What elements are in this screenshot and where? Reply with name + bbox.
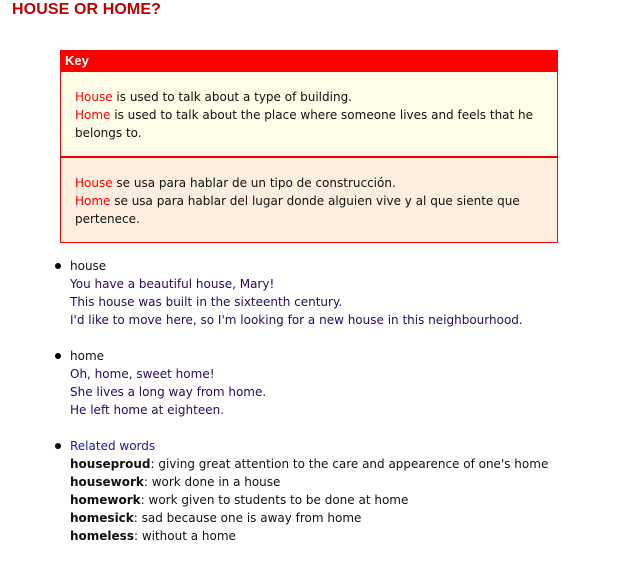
related-word [70,509,612,527]
related-word [70,527,612,545]
entry-related-words [52,437,612,545]
key-term: House [75,176,113,190]
key-line-house [75,88,543,106]
related-word [70,473,612,491]
key-text: is used to talk about a type of building. [112,90,352,104]
example-sentence: She lives a long way from home. [70,385,267,399]
related-term: homeless [70,529,134,543]
key-line-house [75,174,543,192]
key-box [60,50,558,243]
entry-house [52,257,612,329]
related-term: houseproud [70,457,151,471]
page-title: HOUSE OR HOME? [12,1,161,18]
key-line-home [75,106,543,142]
related-term: homesick [70,511,134,525]
related-definition: : without a home [133,529,236,543]
key-section-english [61,72,557,158]
key-text: se usa para hablar de un tipo de construcción. [112,176,396,190]
related-definition: : work done in a house [143,475,281,489]
key-term: House [75,90,113,104]
key-line-home [75,192,543,228]
key-term: Home [75,108,111,122]
example-sentence: He left home at eighteen. [70,403,225,417]
key-section-spanish [61,158,557,242]
key-text: se usa para hablar del lugar donde alguien vive y al que siente que pertenece. [75,194,520,226]
related-words-heading: Related words [70,439,156,453]
example-sentence: This house was built in the sixteenth century. [70,295,343,309]
related-word [70,455,612,473]
bullet-icon [55,353,61,359]
example-sentence: You have a beautiful house, Mary! [70,277,275,291]
key-header: Key [61,51,557,72]
related-definition: : sad because one is away from home [133,511,362,525]
entry-heading: house [70,259,107,273]
example-sentence: Oh, home, sweet home! [70,367,215,381]
related-term: housework [70,475,144,489]
key-text: is used to talk about the place where someone lives and feels that he belongs to. [75,108,534,140]
bullet-icon [55,443,61,449]
bullet-icon [55,263,61,269]
entry-home [52,347,612,419]
related-definition: : work given to students to be done at home [140,493,409,507]
example-sentence: I'd like to move here, so I'm looking for a new house in this neighbourhood. [70,313,523,327]
related-term: homework [70,493,141,507]
entry-list [52,257,612,563]
related-word [70,491,612,509]
key-term: Home [75,194,111,208]
entry-heading: home [70,349,105,363]
related-definition: : giving great attention to the care and appearence of one's home [150,457,549,471]
